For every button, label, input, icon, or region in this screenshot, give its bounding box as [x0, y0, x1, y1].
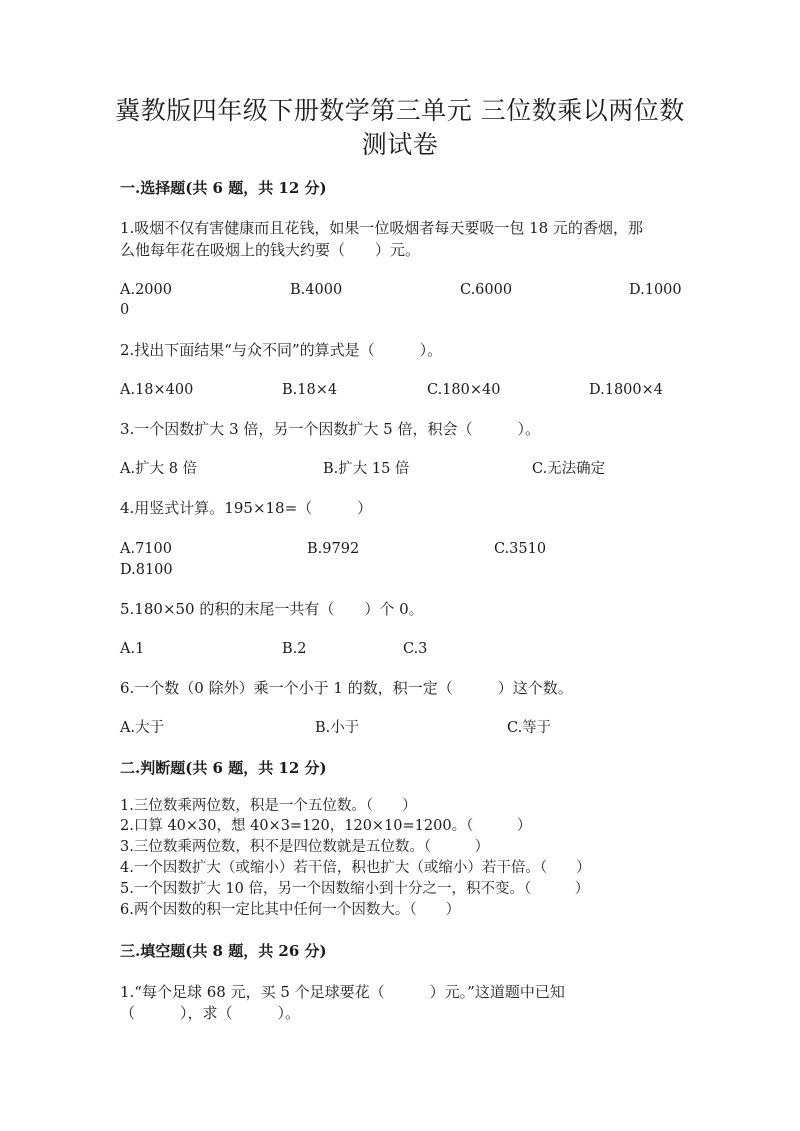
judgement-item: 2.口算 40×30，想 40×3=120，120×10=1200。（ ）	[120, 818, 532, 834]
section-heading-choice: 一.选择题(共 6 题，共 12 分)	[120, 179, 327, 197]
judgement-item: 3.三位数乘两位数，积不是四位数就是五位数。（ ）	[120, 839, 490, 855]
judgement-item: 6.两个因数的积一定比其中任何一个因数大。（ ）	[120, 902, 461, 918]
question-text: 1.“每个足球 68 元，买 5 个足球要花（ ）元。”这道题中已知	[120, 983, 565, 1001]
judgement-item: 5.一个因数扩大 10 倍，另一个因数缩小到十分之一，积不变。（ ）	[120, 881, 590, 897]
option-d: D.1000	[629, 282, 682, 298]
question-text-cont: （ ），求（ ）。	[120, 1004, 301, 1022]
option-a: A.1	[120, 641, 145, 657]
option-d-wrap: 0	[120, 302, 130, 318]
section-heading-true-false: 二.判断题(共 6 题，共 12 分)	[120, 759, 327, 777]
option-c: C.等于	[507, 720, 552, 736]
question-text: 2.找出下面结果“与众不同”的算式是（ ）。	[120, 341, 443, 359]
option-a: A.扩大 8 倍	[120, 461, 198, 477]
question-text: 1.吸烟不仅有害健康而且花钱，如果一位吸烟者每天要吸一包 18 元的香烟，那	[120, 219, 643, 237]
option-b: B.4000	[290, 282, 343, 298]
judgement-item: 4.一个因数扩大（或缩小）若干倍，积也扩大（或缩小）若干倍。（ ）	[120, 860, 591, 876]
section-heading-fill-in: 三.填空题(共 8 题，共 26 分)	[120, 942, 327, 960]
option-b: B.扩大 15 倍	[323, 461, 410, 477]
question-text: 4.用竖式计算。195×18=（ ）	[120, 499, 373, 517]
option-a: A.18×400	[120, 382, 194, 398]
judgement-item: 1.三位数乘两位数，积是一个五位数。（ ）	[120, 798, 417, 814]
option-c: C.6000	[460, 282, 513, 298]
option-b: B.18×4	[282, 382, 338, 398]
option-d: D.1800×4	[589, 382, 663, 398]
option-c: C.无法确定	[532, 461, 606, 477]
option-a: A.大于	[120, 720, 165, 736]
option-a: A.7100	[120, 541, 172, 557]
question-text: 5.180×50 的积的末尾一共有（ ）个 0。	[120, 600, 424, 618]
option-c: C.3510	[494, 541, 547, 557]
page-title: 冀教版四年级下册数学第三单元 三位数乘以两位数	[115, 96, 685, 125]
option-a: A.2000	[120, 282, 172, 298]
page-title-line2: 测试卷	[361, 130, 439, 159]
question-text-cont: 么他每年花在吸烟上的钱大约要（ ）元。	[120, 241, 421, 259]
option-b: B.2	[282, 641, 307, 657]
option-c: C.180×40	[427, 382, 501, 398]
question-text: 6.一个数（0 除外）乘一个小于 1 的数，积一定（ ）这个数。	[120, 679, 573, 697]
option-d: D.8100	[120, 562, 173, 578]
option-c: C.3	[403, 641, 428, 657]
option-b: B.小于	[315, 720, 360, 736]
question-text: 3.一个因数扩大 3 倍，另一个因数扩大 5 倍，积会（ ）。	[120, 420, 540, 438]
option-b: B.9792	[307, 541, 360, 557]
